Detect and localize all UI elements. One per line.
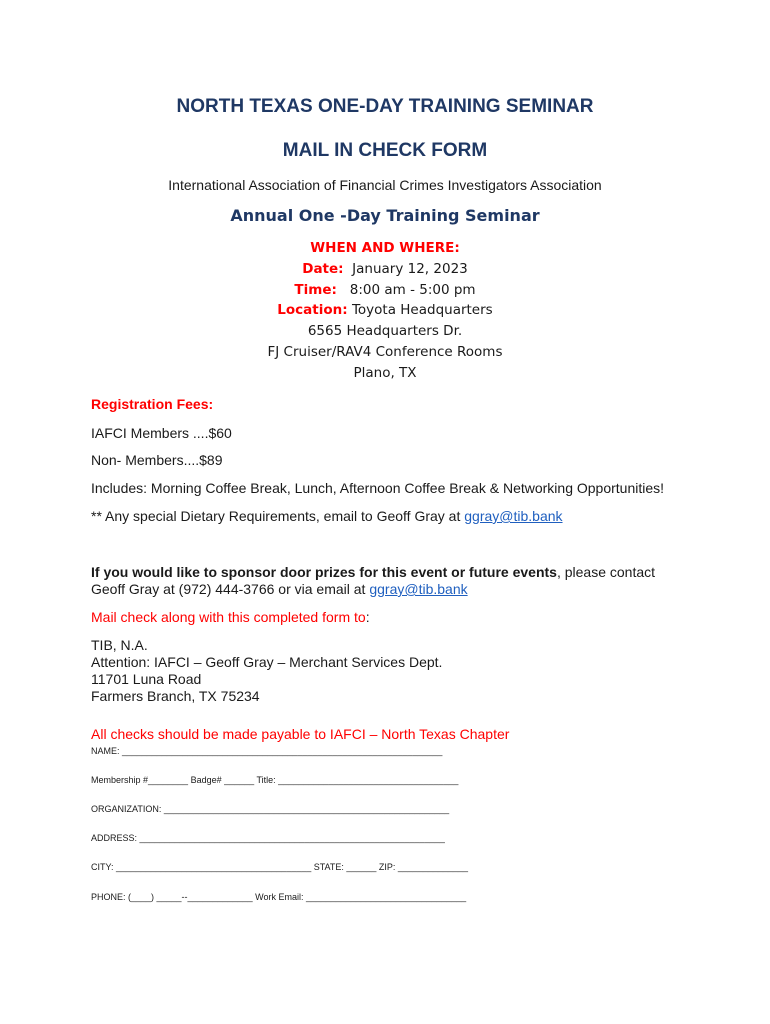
organization-field[interactable]: ORGANIZATION: _________________________________________________________ bbox=[91, 804, 450, 814]
sponsor-email-link[interactable]: ggray@tib.bank bbox=[369, 581, 468, 597]
association-name: International Association of Financial Crimes Investigators Association bbox=[168, 177, 602, 193]
mail-address bbox=[91, 637, 691, 705]
when-and-where-block bbox=[0, 238, 770, 384]
time-row bbox=[0, 280, 770, 301]
mail-address-line: Attention: IAFCI – Geoff Gray – Merchant Services Dept. bbox=[91, 654, 443, 670]
location-row bbox=[0, 300, 770, 321]
date-label: Date: bbox=[302, 260, 344, 277]
sponsor-paragraph bbox=[91, 564, 691, 598]
date-value: January 12, 2023 bbox=[352, 260, 468, 277]
time-label: Time: bbox=[294, 281, 337, 298]
dietary-email-link[interactable]: ggray@tib.bank bbox=[464, 508, 563, 524]
dietary-text: ** Any special Dietary Requirements, email to Geoff Gray at bbox=[91, 508, 465, 524]
mail-address-line: Farmers Branch, TX 75234 bbox=[91, 688, 260, 704]
fee-members: IAFCI Members ....$60 bbox=[91, 425, 232, 441]
when-where-heading: WHEN AND WHERE: bbox=[310, 240, 460, 256]
payable-note: All checks should be made payable to IAFCI – North Texas Chapter bbox=[91, 726, 510, 742]
phone-email-field[interactable]: PHONE: (____) _____--_____________ Work Email: ________________________________ bbox=[91, 892, 467, 902]
fee-includes: Includes: Morning Coffee Break, Lunch, Afternoon Coffee Break & Networking Opportunities! bbox=[91, 480, 665, 496]
name-field[interactable]: NAME: ________________________________________________________________ bbox=[91, 746, 443, 756]
membership-field[interactable]: Membership #________ Badge# ______ Title: ____________________________________ bbox=[91, 775, 459, 785]
location-label: Location: bbox=[277, 302, 348, 319]
dietary-note bbox=[91, 508, 731, 525]
fees-heading: Registration Fees: bbox=[91, 396, 214, 412]
location-value: Toyota Headquarters bbox=[351, 302, 493, 319]
mail-instruction-text: Mail check along with this completed form to bbox=[91, 609, 366, 625]
date-row bbox=[0, 259, 770, 280]
location-city: Plano, TX bbox=[353, 364, 417, 381]
form-title: MAIL IN CHECK FORM bbox=[282, 140, 488, 161]
sponsor-rest-text: , please contact Geoff Gray at (972) 444-3766 or via email at bbox=[91, 564, 656, 597]
mail-instruction-colon: : bbox=[365, 609, 370, 625]
seminar-name: Annual One -Day Training Seminar bbox=[230, 206, 540, 225]
fee-non-members: Non- Members....$89 bbox=[91, 452, 223, 468]
location-address: 6565 Headquarters Dr. bbox=[307, 323, 463, 340]
time-value: 8:00 am - 5:00 pm bbox=[349, 281, 476, 298]
location-rooms: FJ Cruiser/RAV4 Conference Rooms bbox=[267, 343, 503, 360]
page-title: NORTH TEXAS ONE-DAY TRAINING SEMINAR bbox=[176, 96, 594, 117]
mail-address-line: 11701 Luna Road bbox=[91, 671, 202, 687]
address-field[interactable]: ADDRESS: _____________________________________________________________ bbox=[91, 833, 445, 843]
mail-address-line: TIB, N.A. bbox=[91, 637, 148, 653]
mail-instruction bbox=[91, 609, 691, 626]
sponsor-bold-text: If you would like to sponsor door prizes for this event or future events bbox=[91, 564, 557, 580]
city-state-zip-field[interactable]: CITY: _______________________________________ STATE: ______ ZIP: ______________ bbox=[91, 862, 468, 872]
